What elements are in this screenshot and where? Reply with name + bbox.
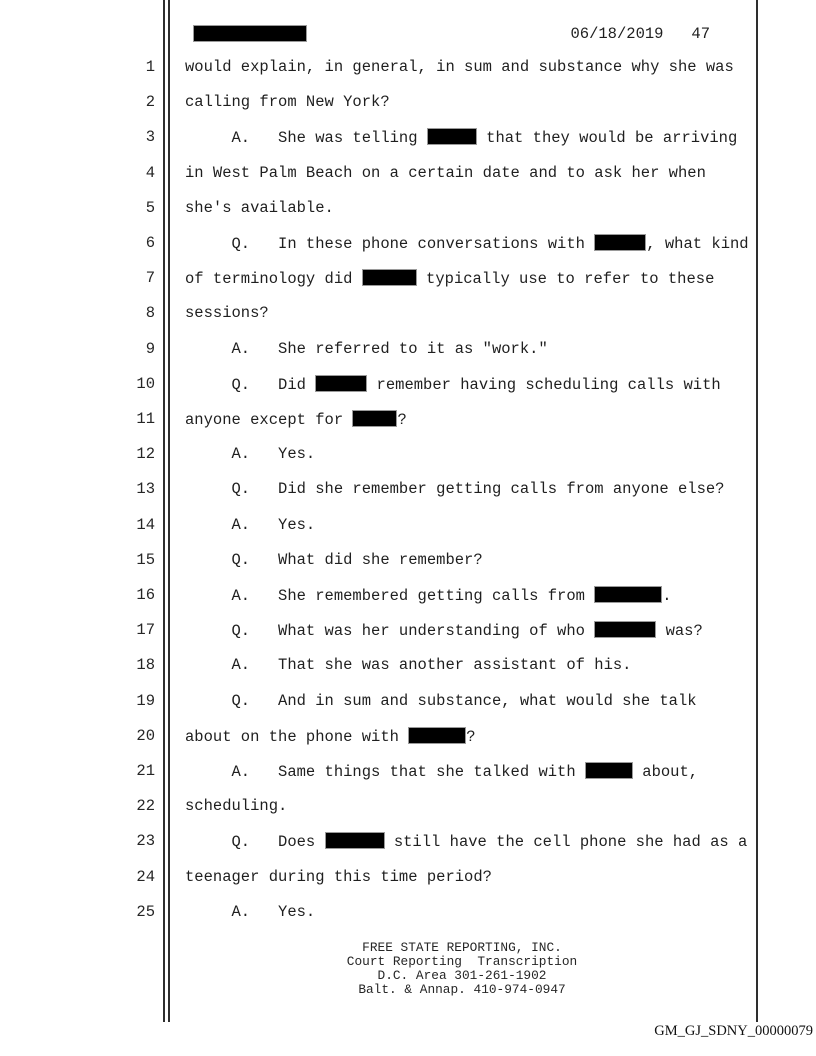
line-number: 5 (145, 198, 155, 217)
transcript-line (0, 868, 816, 887)
transcript-line (0, 586, 816, 605)
line-number: 3 (145, 128, 155, 147)
line-text: A. Yes. (185, 445, 316, 464)
transcript-line (0, 903, 816, 922)
header-redaction-bar (193, 25, 307, 42)
line-text: in West Palm Beach on a certain date and to ask her when (185, 163, 706, 182)
line-number: 16 (136, 586, 155, 604)
line-number: 14 (136, 515, 155, 534)
line-text: Q. What did she remember? (185, 550, 483, 569)
line-text: Q. Did she remember getting calls from anyone else? (185, 480, 725, 499)
bates-number: GM_GJ_SDNY_00000079 (654, 1023, 813, 1039)
line-number: 17 (136, 621, 155, 640)
line-number: 19 (136, 691, 155, 710)
line-number: 11 (136, 410, 155, 428)
redaction-box (352, 410, 397, 427)
redaction-box (362, 269, 417, 286)
line-number: 21 (136, 762, 155, 780)
line-text: of terminology did typically use to refer to these (185, 270, 715, 289)
redaction-box (585, 762, 633, 779)
line-text: about on the phone with ? (185, 727, 476, 746)
transcript-line (0, 410, 816, 429)
line-number: 4 (145, 163, 155, 182)
line-number: 25 (136, 902, 155, 921)
line-text: A. She referred to it as "work." (185, 339, 548, 358)
line-text: A. She remembered getting calls from . (185, 587, 672, 605)
line-number: 24 (136, 867, 155, 886)
line-number: 13 (136, 480, 155, 499)
line-text: A. Yes. (185, 515, 316, 534)
line-number: 2 (145, 93, 155, 112)
transcript-line (0, 58, 816, 77)
transcript-line (0, 93, 816, 112)
redaction-box (427, 128, 477, 145)
footer-phone-balt: Balt. & Annap. 410-974-0947 (358, 982, 566, 997)
line-number: 10 (136, 374, 155, 393)
line-text: sessions? (185, 304, 269, 323)
line-text: A. Same things that she talked with about, (185, 763, 699, 781)
transcript-line (0, 480, 816, 499)
line-text: A. She was telling that they would be arriving (185, 129, 738, 148)
line-text: scheduling. (185, 797, 288, 816)
header-date-page: 06/18/2019 47 (570, 25, 710, 43)
line-number: 22 (136, 797, 155, 816)
transcript-line (0, 797, 816, 816)
redaction-box (594, 234, 646, 251)
reporter-footer (160, 941, 764, 997)
transcript-line (0, 128, 816, 147)
line-number: 9 (145, 339, 155, 358)
line-number: 12 (136, 445, 155, 464)
line-text: Q. In these phone conversations with , what kind (185, 235, 749, 253)
transcript-line (0, 234, 816, 253)
line-text: A. That she was another assistant of his. (185, 656, 632, 675)
redaction-box (315, 375, 367, 392)
redaction-box (325, 832, 385, 849)
line-text: would explain, in general, in sum and substance why she was (185, 58, 734, 76)
line-number: 23 (136, 832, 155, 851)
transcript-line (0, 727, 816, 746)
redaction-box (594, 621, 656, 638)
line-number: 1 (145, 58, 155, 76)
line-number: 7 (145, 269, 155, 288)
transcript-line (0, 621, 816, 640)
line-number: 18 (136, 656, 155, 675)
line-text: A. Yes. (185, 902, 316, 921)
transcript-line (0, 304, 816, 323)
transcript-line (0, 656, 816, 675)
line-text: Q. And in sum and substance, what would she talk (185, 691, 697, 710)
line-text: anyone except for ? (185, 411, 407, 429)
footer-phone-dc: D.C. Area 301-261-1902 (377, 968, 547, 983)
footer-services: Court Reporting Transcription (346, 954, 578, 969)
footer-company: FREE STATE REPORTING, INC. (362, 940, 562, 955)
transcript-line (0, 692, 816, 711)
line-text: Q. What was her understanding of who was? (185, 622, 703, 641)
transcript-line (0, 516, 816, 535)
line-number: 8 (145, 304, 155, 323)
line-text: teenager during this time period? (185, 867, 492, 886)
transcript-line (0, 340, 816, 359)
transcript-line (0, 445, 816, 464)
transcript-line (0, 832, 816, 851)
transcript-line (0, 375, 816, 394)
redaction-box (408, 727, 466, 744)
transcript-line (0, 269, 816, 288)
line-text: she's available. (185, 198, 334, 217)
line-text: calling from New York? (185, 93, 390, 112)
transcript-line (0, 164, 816, 183)
transcript-line (0, 762, 816, 781)
line-number: 20 (136, 726, 155, 745)
line-number: 15 (136, 550, 155, 569)
line-text: Q. Did remember having scheduling calls with (185, 375, 721, 394)
redaction-box (594, 586, 662, 603)
transcript-line (0, 199, 816, 218)
transcript-line (0, 551, 816, 570)
line-text: Q. Does still have the cell phone she had as a (185, 833, 748, 852)
line-number: 6 (145, 234, 155, 252)
